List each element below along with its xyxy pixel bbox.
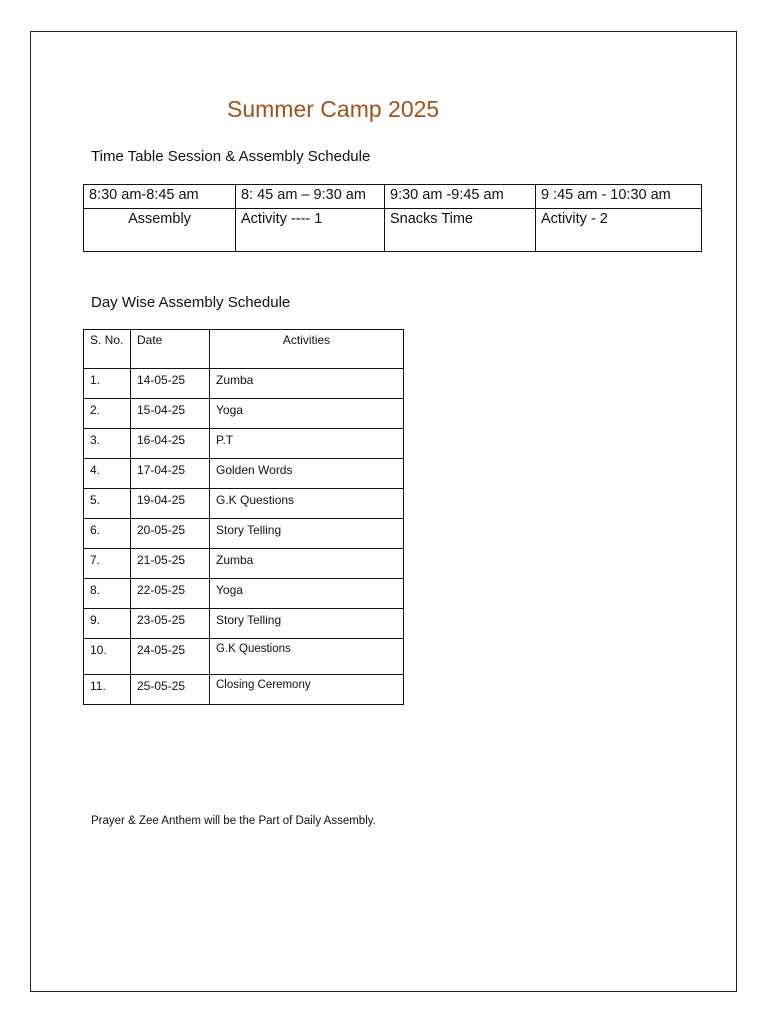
row-sno: 7. [84, 549, 131, 579]
time-slot: 8:30 am-8:45 am [84, 185, 236, 209]
row-date: 22-05-25 [131, 579, 210, 609]
timetable-activity-row [84, 209, 702, 252]
row-date: 19-04-25 [131, 489, 210, 519]
row-activity: Yoga [210, 579, 404, 609]
table-row [84, 369, 404, 399]
row-activity: Yoga [210, 399, 404, 429]
row-date: 25-05-25 [131, 675, 210, 705]
activity-slot: Activity ---- 1 [236, 209, 385, 252]
row-sno: 6. [84, 519, 131, 549]
row-sno: 9. [84, 609, 131, 639]
table-row [84, 579, 404, 609]
activity-slot: Activity - 2 [536, 209, 702, 252]
timetable [83, 184, 702, 252]
row-activity: Story Telling [210, 519, 404, 549]
row-date: 15-04-25 [131, 399, 210, 429]
time-slot: 8: 45 am – 9:30 am [236, 185, 385, 209]
activity-slot: Assembly [84, 209, 236, 252]
table-row [84, 639, 404, 675]
row-activity: Zumba [210, 369, 404, 399]
row-activity: Golden Words [210, 459, 404, 489]
row-sno: 8. [84, 579, 131, 609]
row-date: 14-05-25 [131, 369, 210, 399]
row-activity: Zumba [210, 549, 404, 579]
table-row [84, 459, 404, 489]
row-activity: Closing Ceremony [210, 675, 404, 705]
table-header-row [84, 330, 404, 369]
row-date: 17-04-25 [131, 459, 210, 489]
row-sno: 10. [84, 639, 131, 675]
header-sno: S. No. [84, 330, 131, 369]
row-sno: 5. [84, 489, 131, 519]
row-sno: 2. [84, 399, 131, 429]
table-row [84, 429, 404, 459]
row-sno: 1. [84, 369, 131, 399]
row-activity: G.K Questions [210, 489, 404, 519]
assembly-schedule-table [83, 329, 404, 705]
time-slot: 9 :45 am - 10:30 am [536, 185, 702, 209]
timetable-time-row [84, 185, 702, 209]
table-row [84, 549, 404, 579]
row-date: 20-05-25 [131, 519, 210, 549]
row-date: 16-04-25 [131, 429, 210, 459]
row-sno: 4. [84, 459, 131, 489]
row-sno: 3. [84, 429, 131, 459]
document-title: Summer Camp 2025 [227, 96, 440, 122]
row-date: 23-05-25 [131, 609, 210, 639]
header-date: Date [131, 330, 210, 369]
table-row [84, 399, 404, 429]
time-slot: 9:30 am -9:45 am [385, 185, 536, 209]
table-row [84, 609, 404, 639]
assembly-heading: Day Wise Assembly Schedule [91, 294, 291, 311]
row-sno: 11. [84, 675, 131, 705]
row-activity: G.K Questions [210, 639, 404, 675]
activity-slot: Snacks Time [385, 209, 536, 252]
row-activity: Story Telling [210, 609, 404, 639]
table-row [84, 519, 404, 549]
table-row [84, 675, 404, 705]
timetable-heading: Time Table Session & Assembly Schedule [91, 148, 371, 165]
header-activities: Activities [210, 330, 404, 369]
row-date: 21-05-25 [131, 549, 210, 579]
row-activity: P.T [210, 429, 404, 459]
footer-note: Prayer & Zee Anthem will be the Part of Daily Assembly. [91, 815, 376, 827]
row-date: 24-05-25 [131, 639, 210, 675]
table-row [84, 489, 404, 519]
